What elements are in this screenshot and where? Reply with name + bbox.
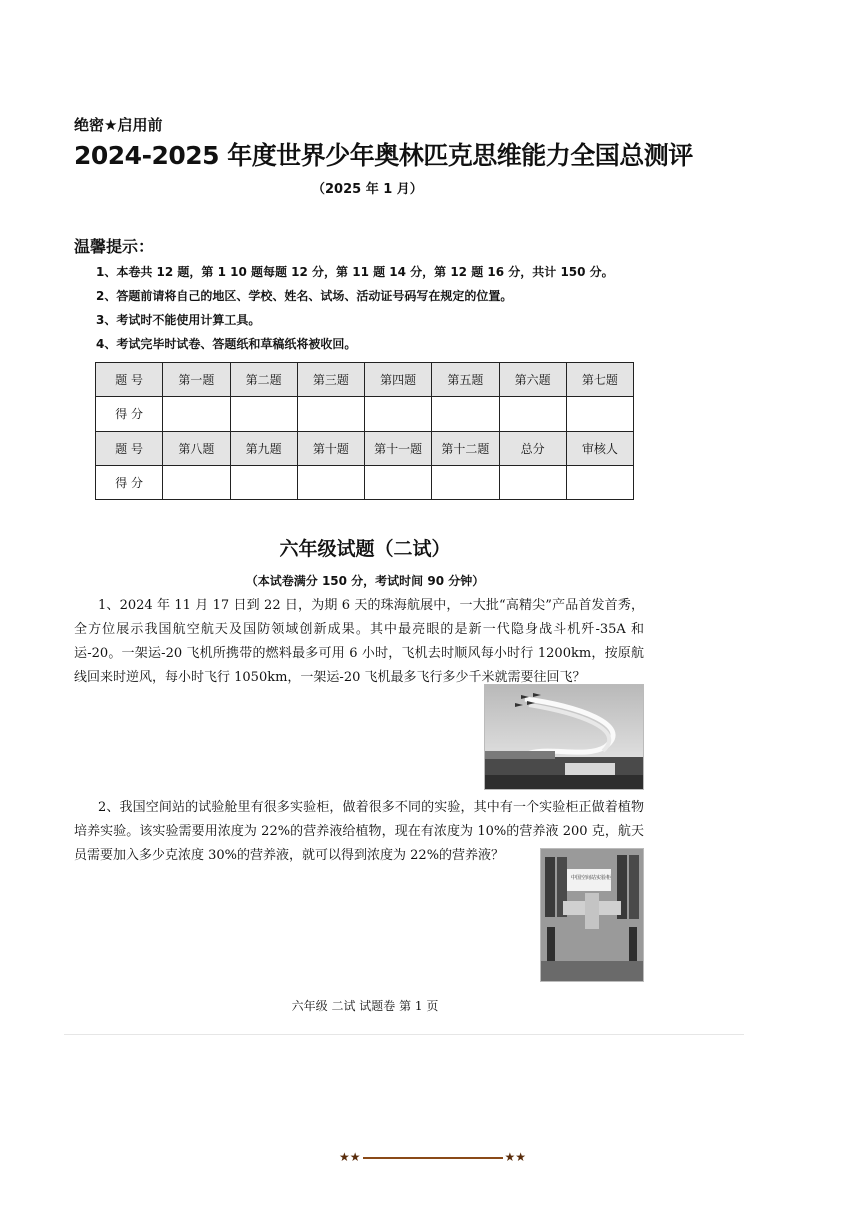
tip-item: 1、本卷共 12 题，第 1 10 题每题 12 分，第 11 题 14 分，第 12 题 16 分，共计 150 分。: [96, 265, 614, 279]
score-cell[interactable]: [432, 397, 499, 431]
score-cell[interactable]: [163, 397, 230, 431]
page-footer: 六年级 二试 试题卷 第 1 页: [291, 999, 439, 1013]
score-cell[interactable]: [566, 397, 633, 431]
table-row: [96, 465, 634, 499]
question-header-cell: 第四题: [365, 363, 432, 397]
star-icon: ★★: [339, 1150, 361, 1164]
question-header-cell: 第八题: [163, 431, 230, 465]
row-header-cell: 题 号: [96, 431, 163, 465]
photo-caption: 中国空间站实验柜: [571, 875, 612, 881]
exam-date: （2025 年 1 月）: [312, 182, 423, 197]
section-note: （本试卷满分 150 分，考试时间 90 分钟）: [245, 574, 485, 588]
score-cell[interactable]: [499, 397, 566, 431]
score-table: [95, 362, 634, 500]
tips-heading: 温馨提示：: [74, 237, 155, 256]
question-header-cell: 第二题: [230, 363, 297, 397]
score-cell[interactable]: [163, 465, 230, 499]
question-header-cell: 第十二题: [432, 431, 499, 465]
score-cell[interactable]: [230, 465, 297, 499]
tip-item: 3、考试时不能使用计算工具。: [96, 313, 261, 327]
airshow-photo: [484, 684, 644, 790]
confidential-label: 绝密★启用前: [74, 116, 163, 134]
score-cell[interactable]: [365, 397, 432, 431]
score-label-cell: 得 分: [96, 397, 163, 431]
question-header-cell: 第六题: [499, 363, 566, 397]
question-header-cell: 第十一题: [365, 431, 432, 465]
question-header-cell: 第七题: [566, 363, 633, 397]
score-cell[interactable]: [297, 465, 364, 499]
score-cell[interactable]: [365, 465, 432, 499]
tip-item: 2、答题前请将自己的地区、学校、姓名、试场、活动证号码写在规定的位置。: [96, 289, 513, 303]
question-header-cell: 总分: [499, 431, 566, 465]
score-cell[interactable]: [566, 465, 633, 499]
question-header-cell: 审核人: [566, 431, 633, 465]
table-row: [96, 363, 634, 397]
table-row: [96, 397, 634, 431]
divider: [363, 1157, 503, 1159]
score-cell[interactable]: [297, 397, 364, 431]
question-header-cell: 第九题: [230, 431, 297, 465]
divider: [64, 1034, 744, 1035]
question-header-cell: 第五题: [432, 363, 499, 397]
score-label-cell: 得 分: [96, 465, 163, 499]
star-icon: ★★: [504, 1150, 527, 1164]
bottom-ornament: [339, 1150, 526, 1164]
score-cell[interactable]: [499, 465, 566, 499]
row-header-cell: 题 号: [96, 363, 163, 397]
question-header-cell: 第十题: [297, 431, 364, 465]
question-header-cell: 第一题: [163, 363, 230, 397]
score-cell[interactable]: [230, 397, 297, 431]
question-header-cell: 第三题: [297, 363, 364, 397]
section-title: 六年级试题（二试）: [279, 538, 451, 560]
question-2: 2、我国空间站的试验舱里有很多实验柜，做着很多不同的实验，其中有一个实验柜正做着植物培养实验。该实验需要用浓度为 22%的营养液给植物，现在有浓度为 10%的营养液 200 克，航天员需要加入多少克浓度 30%的营养液，就可以得到浓度为 22%的营养液？: [74, 800, 644, 863]
table-row: [96, 431, 634, 465]
space-station-photo: [540, 848, 644, 982]
question-1: 1、2024 年 11 月 17 日到 22 日，为期 6 天的珠海航展中，一大批“高精尖”产品首发首秀，全方位展示我国航空航天及国防领域创新成果。其中最亮眼的是新一代隐身战斗机歼-35A 和运-20。一架运-20 飞机所携带的燃料最多可用 6 小时，飞机去时顺风每小时行 1200km，按原航线回来时逆风，每小时飞行 1050km，一架运-20 飞机最多飞行多少千米就需要往回飞？: [74, 598, 644, 685]
score-cell[interactable]: [432, 465, 499, 499]
exam-title: 2024-2025 年度世界少年奥林匹克思维能力全国总测评: [74, 141, 693, 170]
tip-item: 4、考试完毕时试卷、答题纸和草稿纸将被收回。: [96, 337, 357, 351]
